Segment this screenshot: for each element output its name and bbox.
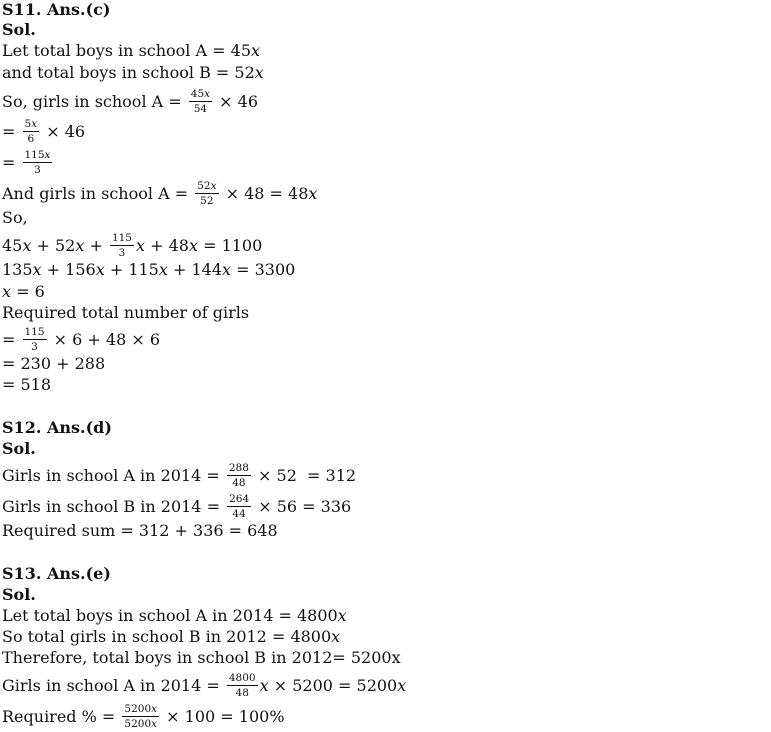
s11-line-3: So, girls in school A = $\frac{45x}{54}$ × 46 — [2, 88, 259, 115]
s12-sol-label: Sol. — [2, 439, 36, 458]
s11-line-4: = $\frac{5x}{6}$ × 46 — [2, 118, 86, 145]
s12-line-2: Girls in school B in 2014 = $\frac{264}{44}$ × 56 = 336 — [2, 493, 352, 520]
s11-equation-2: 135x + 156x + 115x + 144x = 3300 — [2, 260, 296, 279]
fraction: $\frac{115}{3}$ — [111, 232, 132, 259]
s11-heading: S11. Ans.(c) — [2, 0, 111, 19]
s13-line-1: Let total boys in school A in 2014 = 4800x — [2, 606, 347, 625]
s11-equation-3: x = 6 — [2, 282, 45, 301]
fraction: $\frac{4800}{48}$ — [228, 672, 256, 699]
s11-line-6: And girls in school A = $\frac{52x}{52}$ × 48 = 48x — [2, 180, 318, 207]
s12-heading: S12. Ans.(d) — [2, 418, 112, 437]
s11-line-1: Let total boys in school A = 45x — [2, 41, 261, 60]
fraction: $\frac{5x}{6}$ — [24, 118, 38, 145]
fraction: $\frac{45x}{54}$ — [190, 88, 211, 115]
s12-line-3: Required sum = 312 + 336 = 648 — [2, 521, 278, 540]
s12-line-1: Girls in school A in 2014 = $\frac{288}{48}$ × 52 = 312 — [2, 462, 357, 489]
s11-line-2: and total boys in school B = 52x — [2, 63, 264, 82]
s11-line-13: = 230 + 288 — [2, 354, 106, 373]
fraction: $\frac{264}{44}$ — [229, 493, 250, 520]
s13-heading: S13. Ans.(e) — [2, 564, 111, 583]
s13-line-2: So total girls in school B in 2012 = 4800x — [2, 627, 341, 646]
s11-line-7: So, — [2, 208, 28, 227]
s11-equation-1: 45x + 52x + $\frac{115}{3}$ x + 48x = 1100 — [2, 232, 263, 259]
s13-sol-label: Sol. — [2, 585, 36, 604]
fraction: $\frac{115x}{3}$ — [24, 149, 51, 176]
s11-line-12: = $\frac{115}{3}$ × 6 + 48 × 6 — [2, 326, 161, 353]
s13-line-4: Girls in school A in 2014 = $\frac{4800}{48}$ x × 5200 = 5200x — [2, 672, 407, 699]
s11-line-11: Required total number of girls — [2, 303, 250, 322]
fraction: $\frac{5200x}{5200x}$ — [124, 703, 158, 730]
s11-line-14: = 518 — [2, 375, 52, 394]
s13-line-3: Therefore, total boys in school B in 2012= 5200x — [2, 648, 401, 667]
s11-line-5: = $\frac{115x}{3}$ — [2, 149, 51, 176]
s11-sol-label: Sol. — [2, 20, 36, 39]
fraction: $\frac{288}{48}$ — [228, 462, 249, 489]
s13-line-5: Required % = $\frac{5200x}{5200x}$ × 100 = 100% — [2, 703, 285, 730]
fraction: $\frac{115}{3}$ — [24, 326, 45, 353]
fraction: $\frac{52x}{52}$ — [197, 180, 217, 207]
